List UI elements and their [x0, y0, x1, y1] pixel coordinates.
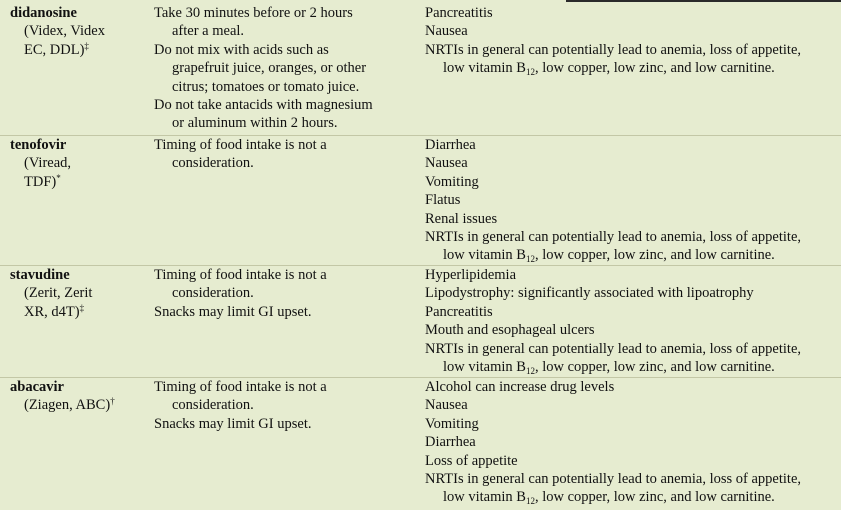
timing-line: or aluminum within 2 hours. [172, 115, 338, 132]
drug-name: tenofovir [10, 137, 67, 153]
table-row-didanosine [0, 4, 841, 136]
timing-line: Do not take antacids with magnesium [154, 97, 373, 114]
nrti-note-line: NRTIs in general can potentially lead to anemia, loss of appetite, [425, 229, 802, 246]
timing-line: Take 30 minutes before or 2 hours [154, 5, 353, 21]
drug-cell [10, 378, 145, 415]
brand-line: TDF)* [24, 172, 61, 190]
effects-cell [425, 4, 837, 78]
effect-item: Vomiting [425, 415, 479, 432]
nrti-note-line: NRTIs in general can potentially lead to anemia, loss of appetite, [425, 340, 802, 357]
effect-item: Lipodystrophy: significantly associated with lipoatrophy [425, 285, 754, 302]
drug-cell [10, 266, 145, 321]
brand-line: (Ziagen, ABC)† [24, 396, 115, 414]
drug-name: stavudine [10, 267, 70, 283]
timing-cell [154, 266, 416, 321]
footnote-mark: ‡ [84, 40, 89, 51]
brand-line: XR, d4T)‡ [24, 302, 85, 320]
timing-line: Timing of food intake is not a [154, 379, 327, 395]
effect-item: Loss of appetite [425, 452, 518, 469]
effect-item: Pancreatitis [425, 303, 493, 320]
timing-cell [154, 378, 416, 433]
nrti-note-line: low vitamin $B_{12}$, low copper, low zinc, and low carnitine. [443, 489, 775, 507]
timing-line: consideration. [172, 285, 254, 302]
footnote-mark: ‡ [79, 302, 85, 313]
effect-item: Nausea [425, 155, 468, 172]
table-row-stavudine [0, 266, 841, 378]
effect-item: Renal issues [425, 210, 498, 227]
effect-item: Nausea [425, 23, 468, 40]
effect-item: Pancreatitis [425, 5, 493, 21]
table-top-rule [566, 0, 841, 2]
timing-line: Timing of food intake is not a [154, 267, 327, 283]
effects-cell [425, 378, 837, 507]
drug-cell [10, 4, 145, 59]
brand-line: EC, DDL)‡ [24, 40, 89, 58]
timing-line: consideration. [172, 155, 254, 172]
footnote-mark: † [110, 396, 115, 407]
effect-item: Hyperlipidemia [425, 267, 517, 283]
brand-line: (Viread, [24, 155, 72, 172]
timing-cell [154, 136, 416, 173]
effect-item: Diarrhea [425, 434, 476, 451]
timing-line: grapefruit juice, oranges, or other [172, 60, 367, 77]
effects-cell [425, 266, 837, 376]
drug-name: didanosine [10, 5, 77, 21]
timing-line: Snacks may limit GI upset. [154, 415, 312, 432]
nrti-note-line: NRTIs in general can potentially lead to anemia, loss of appetite, [425, 41, 802, 58]
effect-item: Flatus [425, 192, 461, 209]
timing-line: Do not mix with acids such as [154, 41, 329, 58]
timing-line: Snacks may limit GI upset. [154, 303, 312, 320]
brand-line: (Videx, Videx [24, 23, 105, 40]
effect-item: Nausea [425, 397, 468, 414]
table-row-abacavir [0, 378, 841, 510]
timing-line: Timing of food intake is not a [154, 137, 327, 153]
drug-cell [10, 136, 145, 191]
nrti-note-line: NRTIs in general can potentially lead to anemia, loss of appetite, [425, 471, 802, 488]
nrti-note-line: low vitamin $B_{12}$, low copper, low zinc, and low carnitine. [443, 247, 775, 265]
effects-cell [425, 136, 837, 265]
brand-line: (Zerit, Zerit [24, 285, 93, 302]
nrti-note-line: low vitamin $B_{12}$, low copper, low zinc, and low carnitine. [443, 60, 775, 78]
effect-item: Mouth and esophageal ulcers [425, 322, 595, 339]
timing-cell [154, 4, 416, 133]
timing-line: citrus; tomatoes or tomato juice. [172, 78, 360, 95]
effect-item: Diarrhea [425, 137, 476, 153]
effect-item: Alcohol can increase drug levels [425, 379, 615, 395]
nrti-note-line: low vitamin $B_{12}$, low copper, low zinc, and low carnitine. [443, 359, 775, 377]
table-row-tenofovir [0, 136, 841, 266]
effect-item: Vomiting [425, 173, 479, 190]
drug-name: abacavir [10, 379, 64, 395]
timing-line: consideration. [172, 397, 254, 414]
footnote-mark: * [56, 172, 61, 183]
timing-line: after a meal. [172, 23, 245, 40]
